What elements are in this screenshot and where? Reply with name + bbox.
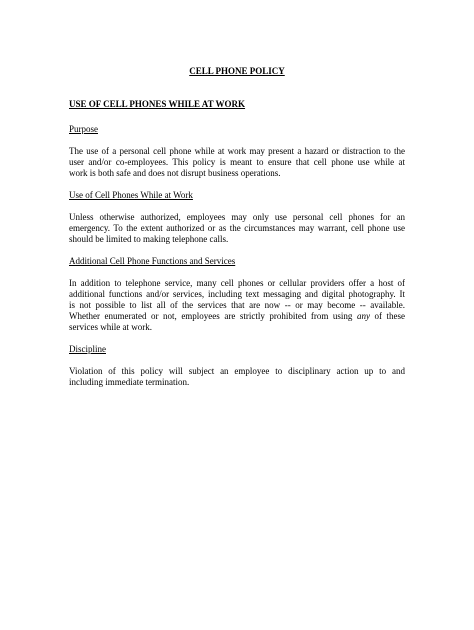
section-paragraph-use-at-work	[69, 212, 405, 245]
paragraph-line: is not possible to list all of the services that are now -- or may become -- available.	[69, 300, 405, 310]
document-title: CELL PHONE POLICY	[189, 66, 285, 76]
paragraph-line: including immediate termination.	[69, 377, 190, 387]
section-heading-use-at-work: Use of Cell Phones While at Work	[69, 190, 193, 200]
document-body	[69, 66, 405, 399]
section-paragraph-purpose	[69, 146, 405, 179]
paragraph-line: Unless otherwise authorized, employees may only use personal cell phones for an	[69, 212, 405, 222]
paragraph-line-tail: of these	[369, 311, 405, 321]
section-heading-discipline: Discipline	[69, 344, 106, 354]
paragraph-line: user and/or co-employees. This policy is meant to ensure that cell phone use while at	[69, 157, 405, 167]
main-heading: USE OF CELL PHONES WHILE AT WORK	[69, 99, 246, 109]
section-heading-purpose: Purpose	[69, 124, 98, 134]
paragraph-line: Violation of this policy will subject an employee to disciplinary action up to and	[69, 366, 405, 376]
paragraph-line: services while at work.	[69, 322, 152, 332]
paragraph-line: should be limited to making telephone calls.	[69, 234, 229, 244]
section-heading-additional-functions: Additional Cell Phone Functions and Services	[69, 256, 236, 266]
paragraph-line: In addition to telephone service, many cell phones or cellular providers offer a host of	[69, 278, 405, 288]
paragraph-line: emergency. To the extent authorized or as the circumstances may warrant, cell phone use	[69, 223, 405, 233]
paragraph-line-with-emphasis	[69, 311, 405, 322]
paragraph-line: additional functions and/or services, including text messaging and digital photography. It	[69, 289, 405, 299]
paragraph-line: work is both safe and does not disrupt business operations.	[69, 168, 281, 178]
paragraph-line-head: Whether enumerated or not, employees are strictly prohibited from using	[69, 311, 357, 321]
section-paragraph-additional-functions	[69, 278, 405, 333]
section-paragraph-discipline	[69, 366, 405, 388]
paragraph-line: The use of a personal cell phone while at work may present a hazard or distraction to the	[69, 146, 405, 156]
emphasis-word: any	[356, 311, 370, 321]
